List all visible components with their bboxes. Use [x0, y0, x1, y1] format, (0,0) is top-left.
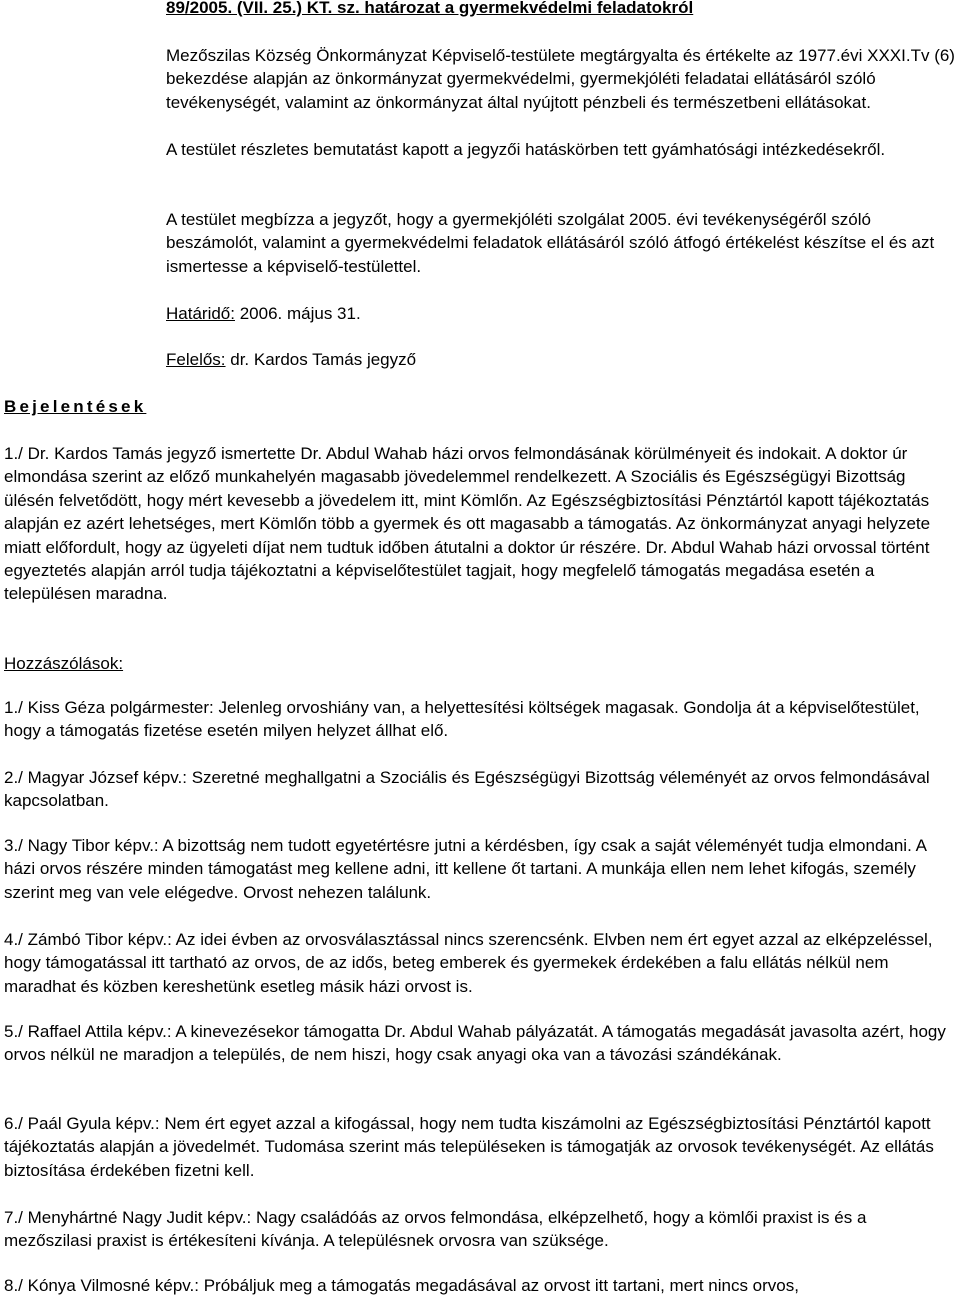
announcements-title: Bejelentések — [4, 397, 147, 416]
comment-item: 2./ Magyar József képv.: Szeretné meghallgatni a Szociális és Egészségügyi Bizottság véleményét az orvos felmondásával kapcsolatban. — [4, 768, 930, 811]
comment-item: 1./ Kiss Géza polgármester: Jelenleg orvoshiány van, a helyettesítési költségek magasak. Gondolja át a képviselőtestület, hogy a támogatás fizetése esetén milyen helyzet állhat elő. — [4, 698, 920, 741]
resolution-heading: 89/2005. (VII. 25.) KT. sz. határozat a gyermekvédelmi feladatokról — [166, 0, 694, 17]
responsible-line — [166, 348, 956, 371]
responsible-value: dr. Kardos Tamás jegyző — [225, 350, 417, 369]
comment-item: 4./ Zámbó Tibor képv.: Az idei évben az orvosválasztással nincs szerencsénk. Elvben nem ért egyet azzal az elképzeléssel, hogy támogatással itt tartható az orvos, de az idős, beteg emberek és gyermekek érdekében a falu ellátás nélkül nem maradhat és közben kereshetünk esetleg másik házi orvost is. — [4, 930, 933, 996]
resolution-paragraph: A testület részletes bemutatást kapott a jegyzői hatáskörben tett gyámhatósági intézkedésekről. — [166, 140, 886, 159]
comment-item: 5./ Raffael Attila képv.: A kinevezésekor támogatta Dr. Abdul Wahab pályázatát. A támogatás megadását javasolta azért, hogy orvos nélkül ne maradjon a település, de nem hiszi, hogy csak anyagi oka van a távozási szándékának. — [4, 1022, 946, 1065]
comment-item: 8./ Kónya Vilmosné képv.: Próbáljuk meg a támogatás megadásával az orvost itt tartani, mert nincs orvos, — [4, 1276, 799, 1295]
comment-item: 7./ Menyhártné Nagy Judit képv.: Nagy családóás az orvos felmondása, elképzelhető, hogy a kömlői praxist is és a mezőszilasi praxist is értékesíteni kívánja. A településnek orvosra van szüksége. — [4, 1208, 867, 1251]
resolution-paragraph: Mezőszilas Község Önkormányzat Képviselő-testülete megtárgyalta és értékelte az 1977.évi XXXI.Tv (6) bekezdése alapján az önkormányzat gyermekvédelmi, gyermekjóléti feladatai ellátásáról szóló tevékenységét, valamint az önkormányzat által nyújtott pénzbeli és természetbeni ellátásokat. — [166, 46, 955, 112]
deadline-line — [166, 302, 956, 325]
resolution-paragraph: A testület megbízza a jegyzőt, hogy a gyermekjóléti szolgálat 2005. évi tevékenységéről szóló beszámolót, valamint a gyermekvédelmi feladatok ellátásáról szóló átfogó értékelést készítse el és azt ismertesse a képviselő-testülettel. — [166, 210, 935, 276]
comment-item: 3./ Nagy Tibor képv.: A bizottság nem tudott egyetértésre jutni a kérdésben, így csak a saját véleményét tudja elmondani. A házi orvos részére minden támogatást meg kellene adni, itt kellene őt tartani. A munkája ellen nem lehet kifogás, személy szerint meg van vele elégedve. Orvost nehezen találunk. — [4, 836, 926, 902]
responsible-label: Felelős: — [166, 350, 226, 369]
deadline-label: Határidő: — [166, 304, 235, 323]
announcement-item: 1./ Dr. Kardos Tamás jegyző ismertette Dr. Abdul Wahab házi orvos felmondásának körülményeit és indokait. A doktor úr elmondása szerint az előző munkahelyén magasabb jövedelemmel rendelkezett. A Szociális és Egészségügyi Bizottság ülésén felvetődött, hogy mért kevesebb a jövedelem itt, mint Kömlőn. Az Egészségbiztosítási Pénztártól kapott tájékoztatás alapján ez azért lehetséges, mert Kömlőn több a gyermek és ott magasabb a támogatás. Az önkormányzat anyagi helyzete miatt előfordult, hogy az ügyeleti díjat nem tudtuk időben átutalni a doktor úr részére. Dr. Abdul Wahab házi orvossal történt egyeztetés alapján arról tudja tájékoztatni a képviselőtestület tagjait, hogy megfelelő támogatás megadása esetén a településen maradna. — [4, 444, 931, 604]
comment-item: 6./ Paál Gyula képv.: Nem ért egyet azzal a kifogással, hogy nem tudta kiszámolni az Egészségbiztosítási Pénztártól kapott tájékoztatás alapján a jövedelmét. Tudomása szerint más településeken is támogatják az orvosok tevékenységét. Az ellátás biztosítása érdekében fizetni kell. — [4, 1114, 934, 1180]
comments-title: Hozzászólások: — [4, 654, 124, 673]
deadline-value: 2006. május 31. — [234, 304, 361, 323]
